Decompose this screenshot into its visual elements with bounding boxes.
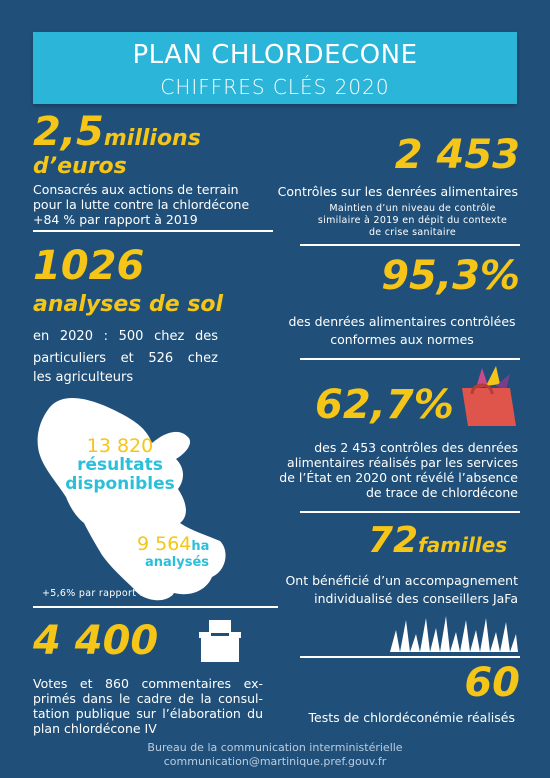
soil-label: analyses de sol <box>33 292 224 317</box>
martinique-map-icon <box>30 385 260 615</box>
footer-email-link[interactable]: communication@martinique.pref.gouv.fr <box>163 755 387 768</box>
budget-line: +84 % par rapport à 2019 <box>33 212 198 227</box>
budget-number: 2,5 <box>33 109 104 155</box>
compliance-line: conformes aux normes <box>330 332 474 347</box>
divider <box>300 244 520 246</box>
divider <box>300 656 520 658</box>
grass-icon <box>388 614 520 652</box>
absence-value: 62,7% <box>315 382 454 428</box>
absence-line: des 2 453 contrôles des denrées <box>314 440 518 455</box>
absence-line: de trace de chlordécone <box>365 485 518 500</box>
hectares-label: analysés <box>145 555 210 570</box>
absence-line: de l’État en 2020 ont révélé l’absence <box>279 470 518 485</box>
footer <box>0 741 550 769</box>
families-number: 72 <box>368 520 419 561</box>
soil-line: particuliers et 526 chez <box>33 351 218 366</box>
controls-value: 2 453 <box>394 132 520 178</box>
absence-line: alimentaires réalisés par les services <box>287 455 518 470</box>
budget-unit: millions <box>103 126 201 151</box>
map-note: +5,6% par rapport à 2019 <box>42 588 175 599</box>
soil-line: en 2020 : 500 chez des <box>33 329 218 344</box>
budget-line: Consacrés aux actions de terrain <box>33 182 239 197</box>
absence-description <box>270 440 518 500</box>
families-unit: familles <box>418 533 508 557</box>
families-line: Ont bénéficié d’un accompagnement <box>285 573 518 588</box>
hectares-number: 9 564 <box>137 533 192 555</box>
tests-value: 60 <box>464 660 520 706</box>
footer-department: Bureau de la communication interministérielle <box>147 741 403 754</box>
divider <box>300 358 520 360</box>
results-label-line: résultats <box>77 455 163 475</box>
compliance-description <box>282 313 522 349</box>
results-value: 13 820 <box>86 435 154 457</box>
families-description <box>270 572 518 608</box>
divider <box>33 230 273 232</box>
soil-value: 1026 <box>33 243 145 289</box>
families-value <box>368 520 507 561</box>
page-title: PLAN CHLORDECONE <box>132 40 418 70</box>
tests-label: Tests de chlordéconémie réalisés <box>308 710 515 725</box>
votes-description <box>33 676 263 736</box>
budget-unit-2: d’euros <box>33 154 127 179</box>
votes-line: tation publique sur l’élaboration du <box>33 706 263 721</box>
soil-line: les agriculteurs <box>33 370 134 385</box>
soil-description <box>33 326 218 370</box>
controls-label: Contrôles sur les denrées alimentaires <box>277 184 518 199</box>
hectares-unit: ha <box>191 539 210 554</box>
votes-line: Votes et 860 commentaires ex- <box>33 676 263 691</box>
compliance-value: 95,3% <box>381 253 520 299</box>
compliance-line: des denrées alimentaires contrôlées <box>288 314 516 329</box>
budget-description <box>33 182 263 227</box>
divider <box>300 511 520 513</box>
votes-value: 4 400 <box>33 618 159 664</box>
ballot-box-icon <box>197 620 243 664</box>
controls-note-line: de crise sanitaire <box>368 227 457 238</box>
results-label <box>55 456 185 494</box>
divider <box>33 606 278 608</box>
hectares-value <box>137 533 209 555</box>
shopping-bag-icon <box>456 364 524 432</box>
title-banner <box>33 32 517 104</box>
votes-line: primés dans le cadre de la consul- <box>33 691 263 706</box>
controls-note-line: Maintien d’un niveau de contrôle <box>329 203 496 214</box>
votes-line: plan chlordécone IV <box>33 721 157 736</box>
families-line: individualisé des conseillers JaFa <box>314 591 518 606</box>
page-subtitle: CHIFFRES CLÉS 2020 <box>160 75 390 99</box>
results-label-line: disponibles <box>65 474 175 494</box>
budget-line: pour la lutte contre la chlordécone <box>33 197 250 212</box>
controls-note <box>300 203 525 239</box>
controls-note-line: similaire à 2019 en dépit du contexte <box>317 215 508 226</box>
